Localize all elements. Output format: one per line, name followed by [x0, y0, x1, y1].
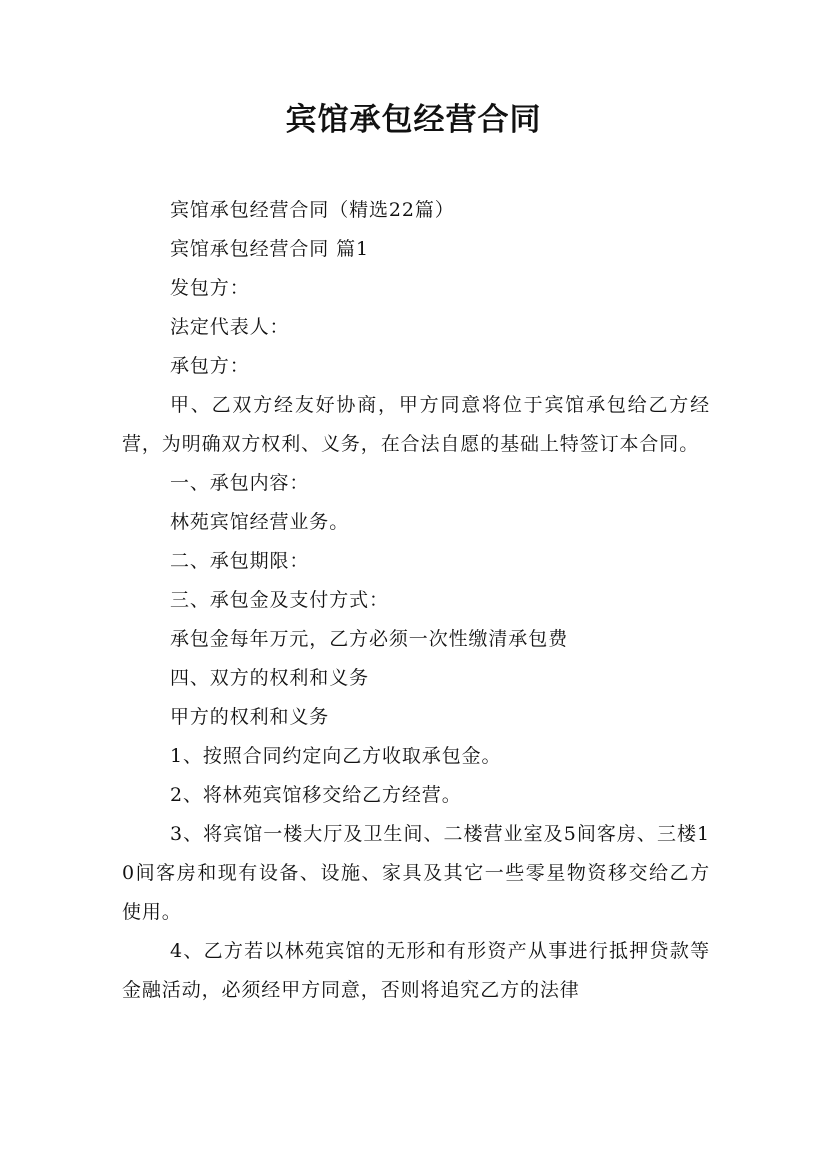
paragraph-section-heading: 宾馆承包经营合同 篇1: [170, 238, 370, 260]
paragraph-subtitle: 宾馆承包经营合同（精选22篇）: [170, 199, 455, 221]
document-title: 宾馆承包经营合同: [285, 102, 542, 138]
paragraph-contractor-label: 发包方：: [170, 277, 250, 299]
paragraph-item-3: 3、将宾馆一楼大厅及卫生间、二楼营业室及5间客房、三楼10间客房和现有设备、设施、家具及其它一些零星物资移交给乙方使用。: [122, 823, 710, 923]
paragraph-clause-2-heading: 二、承包期限：: [170, 550, 310, 572]
paragraph-legal-rep-label: 法定代表人：: [170, 316, 290, 338]
paragraph-item-2: 2、将林苑宾馆移交给乙方经营。: [170, 784, 462, 806]
paragraph-item-4: 4、乙方若以林苑宾馆的无形和有形资产从事进行抵押贷款等金融活动，必须经甲方同意，否则将追究乙方的法律: [122, 940, 710, 1001]
paragraph-clause-3-heading: 三、承包金及支付方式：: [170, 589, 389, 611]
paragraph-contractee-label: 承包方：: [170, 355, 250, 377]
paragraph-clause-3-body: 承包金每年万元，乙方必须一次性缴清承包费: [170, 628, 569, 650]
paragraph-preamble: 甲、乙双方经友好协商，甲方同意将位于宾馆承包给乙方经营，为明确双方权利、义务，在合法自愿的基础上特签订本合同。: [122, 394, 710, 455]
paragraph-clause-4-heading: 四、双方的权利和义务: [170, 667, 370, 689]
paragraph-party-a-rights-heading: 甲方的权利和义务: [170, 706, 330, 728]
document-body: [122, 191, 710, 1010]
paragraph-item-1: 1、按照合同约定向乙方收取承包金。: [170, 745, 502, 767]
paragraph-clause-1-heading: 一、承包内容：: [170, 472, 310, 494]
paragraph-clause-1-body: 林苑宾馆经营业务。: [170, 511, 350, 533]
